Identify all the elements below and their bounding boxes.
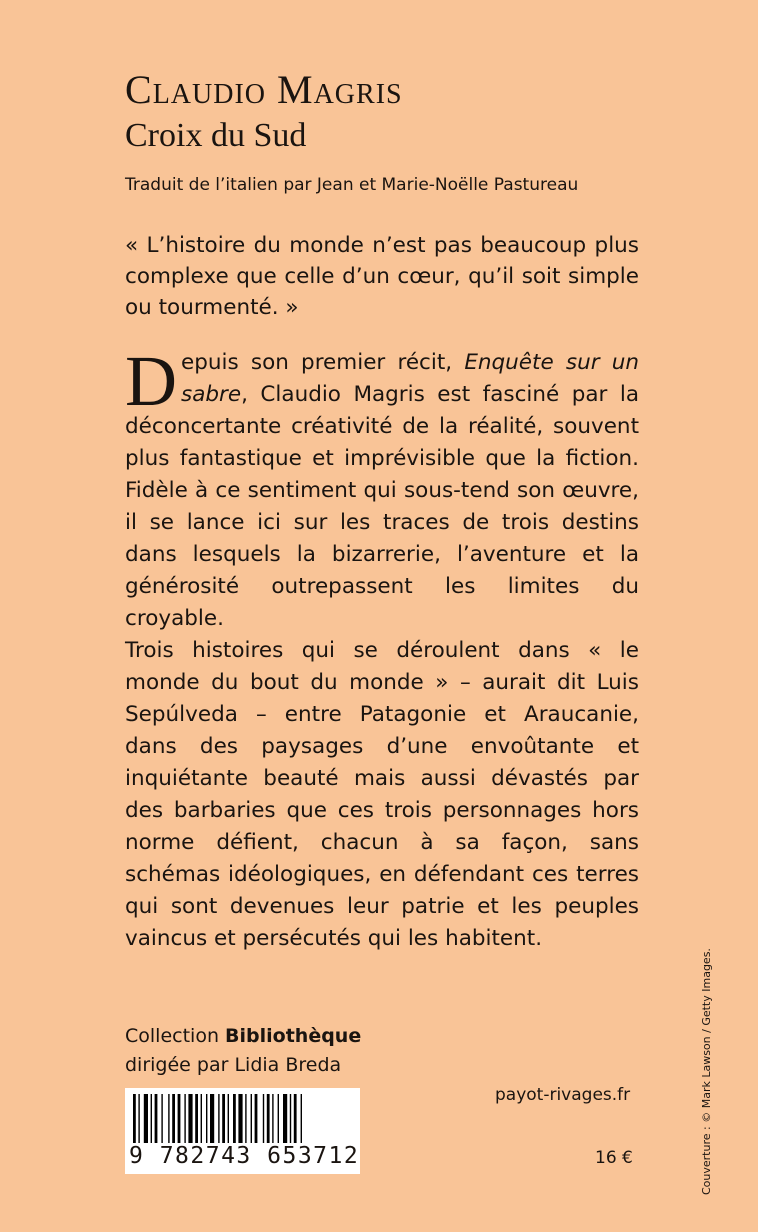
author-last-rest: agris [313,67,403,112]
barcode-number: 9 782743 653712 [129,1143,360,1169]
author-initial-first: C [125,67,153,112]
drop-cap: D [125,341,177,421]
author-name [125,68,403,112]
blurb-paragraph-2: Trois histoires qui se déroulent dans « le monde du bout du monde » – aurait dit Luis Sepúlveda – entre Patagonie et Araucanie, dans des paysages d’une envoûtante et inquiétante beauté mais aussi dévastés par des barbaries que ces trois personnages hors norme défient, chacun à sa façon, sans schémas idéologiques, en défendant ces terres qui sont devenues leur patrie et les peuples vaincus et persécutés qui les habitent. [125,638,639,951]
collection-prefix: Collection [125,1025,226,1047]
blurb-paragraph-1 [125,341,639,635]
book-title: Croix du Sud [125,117,307,154]
price: 16 € [595,1148,633,1168]
collection-director: dirigée par Lidia Breda [125,1054,342,1076]
collection-info [125,1022,361,1080]
author-initial-last: M [277,67,314,112]
blurb-p1-end: , Claudio Magris est fasciné par la déconcertante créativité de la réalité, souvent plus fantastique et imprévisible que la fiction. Fidèle à ce sentiment qui sous-tend son œuvre, il se lance ici sur les traces de trois destins dans lesquels la bizarrerie, l’aventure et la générosité outrepassent les limites du croyable. [125,382,639,631]
blurb-book-reference: Enquête sur un sabre [181,350,639,407]
isbn-barcode [125,1088,360,1174]
translator-credit: Traduit de l’italien par Jean et Marie-Noëlle Pastureau [125,175,579,195]
publisher-website[interactable]: payot-rivages.fr [495,1085,631,1105]
blurb-p1-start: epuis son premier récit, [181,350,465,375]
cover-credit: Couverture : © Mark Lawson / Getty Images. [700,948,713,1195]
collection-name: Bibliothèque [225,1025,362,1047]
author-first-rest: laudio [152,67,266,112]
barcode-bars [133,1094,353,1146]
blurb-body [125,341,639,955]
epigraph-quote: « L’histoire du monde n’est pas beaucoup plus complexe que celle d’un cœur, qu’il soit simple ou tourmenté. » [125,233,639,320]
